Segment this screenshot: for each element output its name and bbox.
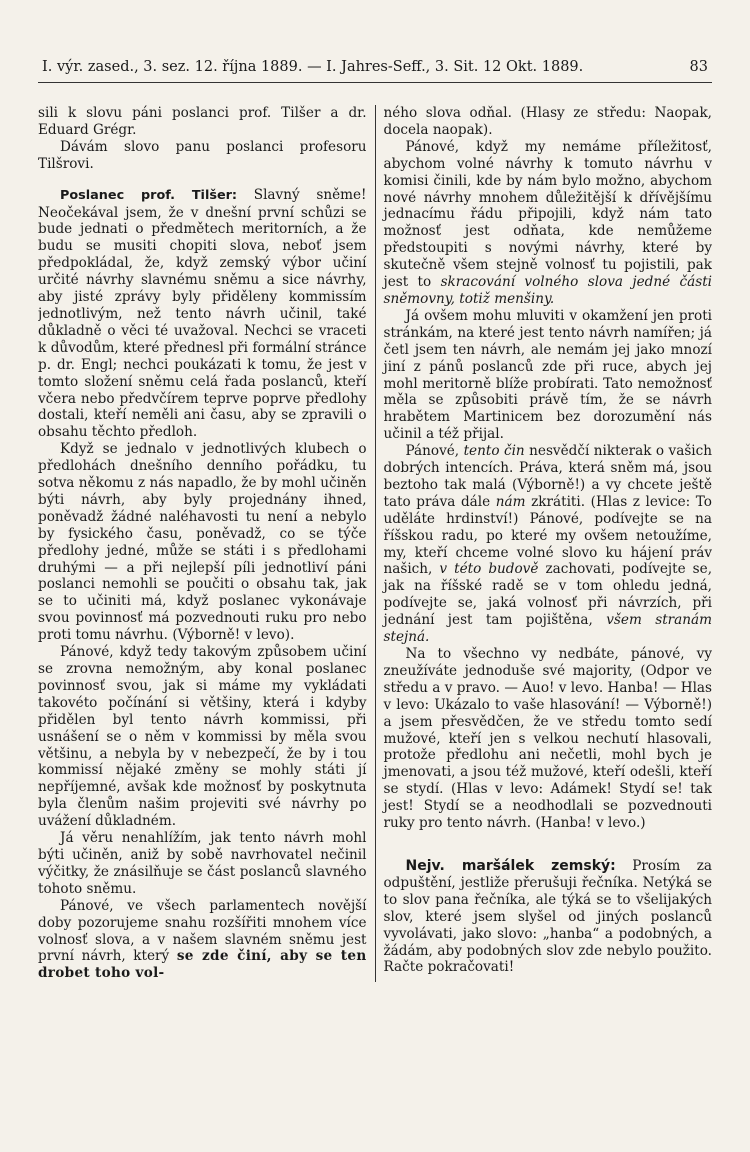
paragraph-text-bold: se zde činí, aby se ten drobet toho vol- — [38, 948, 367, 982]
paragraph: Dávám slovo panu poslanci profesoru Tilšrovi. — [38, 138, 367, 172]
emphasis-text: v této budově — [439, 561, 539, 578]
paragraph: sili k slovu páni poslanci prof. Tilšer a dr. Eduard Grégr. — [38, 105, 367, 138]
page-header — [38, 58, 712, 83]
paragraph — [384, 139, 713, 308]
speech-paragraph — [384, 858, 713, 976]
paragraph: Když se jednalo v jednotlivých klubech o předlohách dnešního denního pořádku, tu sotva někomu z nás napadlo, že by mohl učiněn býti návrh, aby byly projednány ihned, poněvadž žádné naléhavosti tu není a nebylo by fysického času, poněvadž, co se týče předlohy jedné, může se státi i s předlohami druhými — a při nejlepší píli jednotliví páni poslanci nemohli se poučiti o obsahu tak, jak se to učiniti má, když poslanec vykonávaje svou povinnosť má pozvednouti ruku pro nebo proti tomu návrhu. (Výborně! v levo). — [38, 441, 367, 644]
paragraph: Já ovšem mohu mluviti v okamžení jen proti stránkám, na které jest tento návrh namířen; já četl jsem ten návrh, ale nemám jej jako mnozí jiní z pánů poslanců zde při ruce, abych jej mohl meritorně blíže probírati. Tato nemožnosť měla se způsobiti právě tím, že se návrh hrabětem Martinicem bez dorozumění nás učinil a též přijal. — [383, 307, 713, 443]
emphasis-text: všem stranám stejná. — [383, 612, 713, 646]
paragraph — [384, 443, 713, 646]
paragraph — [38, 898, 367, 983]
emphasis-text: tento čin — [463, 443, 525, 460]
paragraph: Já věru nenahlížím, jak tento návrh mohl býti učiněn, aniž by sobě navrhovatel nečinil výčitky, že znásilňuje se část poslanců slavného tohoto sněmu. — [38, 830, 367, 897]
paragraph-text: zkrátiti. (Hlas z levice: To uděláte hrdinství!) Pánové, podívejte se na říšskou radu, po které my ovšem netoužíme, my, kteří chceme volné slovo ku hájení práv našich, — [383, 493, 713, 578]
speech-text: Prosím za odpuštění, jestliže přerušuji řečníka. Netýká se to slov pana řečníka, ale týká se to všelijakých slov, které jsem slyšel od jiných poslanců vyvolávati, jako slovo: „hanba“ a podobných, a žádám, aby podobných slov zde nebylo použito. Račte pokračovati! — [383, 857, 713, 976]
paragraph-text: zachovati, podívejte se, jak na říšské radě se v tom ohledu jedná, podívejte se, jaká volnosť při návrzích, při jednání jest tam pojištěna, — [383, 561, 713, 629]
speaker-name: Nejv. maršálek zemský: — [405, 857, 616, 874]
speech-text: Slavný sněme! Neočekával jsem, že v dnešní první schůzi se bude jednati o předmětech meritorních, a že budu se musiti chopiti slova, neboť jsem předpokládal, že, když zemský výbor učiní určité návrhy slavnému sněmu a sice návrhy, aby jisté zprávy byly přiděleny kommissím jednotlivým, než tento návrh učinil, také důkladně o věci té uvažoval. Nechci se vraceti k důvodům, které přednesl při formální stránce p. dr. Engl; nechci poukázati k tomu, že jest v tomto složení sněmu celá řada poslanců, kteří včera nebo předvčírem teprve poprve předlohy dostali, kteří neměli ani času, aby se zpravili o obsahu těchto předloh. — [38, 186, 367, 441]
paragraph: ného slova odňal. (Hlasy ze středu: Naopak, docela naopak). — [383, 105, 713, 138]
paragraph-text: nesvědčí nikterak o vašich dobrých intencích. Práva, která sněm má, jsou beztoho tak malá (Výborně!) a vy chcete ještě tato práva dále — [383, 443, 713, 510]
text-columns — [38, 105, 712, 982]
paragraph: Na to všechno vy nedbáte, pánové, vy zneužíváte jednoduše své majority, (Odpor ve středu a v pravo. — Auo! v levo. Hanba! — Hlas v levo: Ukázalo to vaše hlasování! — Výborně!) a jsem přesvědčen, že ve středu tomto sedí mužové, kteří jen s velkou nechutí hlasovali, protože předlohu ani nečetli, mohl bych je jmenovati, a jsou též mužové, kteří odešli, kteří se stydí. (Hlas v levo: Adámek! Stydí se! tak jest! Stydí se a neodhodlali se pozvednouti ruky pro tento návrh. (Hanba! v levo.) — [383, 646, 713, 832]
left-column — [38, 105, 373, 982]
right-column — [378, 105, 713, 982]
paragraph-text: Pánové, — [405, 443, 460, 460]
emphasis-text: skracování volného slova jedné části sněmovny, totiž menšiny. — [383, 274, 713, 307]
page-number: 83 — [689, 59, 708, 75]
emphasis-text: nám — [495, 493, 526, 510]
paragraph-text: Pánové, ve všech parlamentech novější doby pozorujeme snahu rozšířiti mnohem více volnosť slova, a v našem slavném sněmu jest první návrh, který — [38, 897, 367, 965]
speaker-name: Poslanec prof. Tilšer: — [60, 187, 238, 203]
paragraph-text: Pánové, když my nemáme příležitosť, abychom volné návrhy k tomuto návrhu v komisi činili, kde by nám bylo možno, abychom nové návrhy mnohem důležitější k dřívějšímu jednacímu řádu připojili, když nám tato možnosť jest odňata, kde nemůžeme předstoupiti s novými návrhy, které by skutečně všem stejně volnosť tu pojistili, pak jest to — [383, 138, 713, 291]
speech-paragraph — [38, 187, 367, 442]
paragraph: Pánové, když tedy takovým způsobem učiní se zrovna nemožným, aby konal poslanec povinnosť svou, jak si máme my vykládati takovéto počínání si většiny, která i kdyby přidělen byl tento návrh kommissi, při usnášení se o něm v kommissi by měla svou většinu, a nebyla by v nebezpečí, že by i tou kommissí nějaké změny se mohly státi jí nepříjemné, avšak kde možnosť by poskytnuta byla členům našim projeviti své návrhy po uvážení důkladném. — [38, 644, 367, 830]
running-head: I. výr. zased., 3. sez. 12. října 1889. — I. Jahres-Seff., 3. Sit. 12 Okt. 1889. — [42, 59, 584, 75]
column-divider — [375, 105, 376, 982]
